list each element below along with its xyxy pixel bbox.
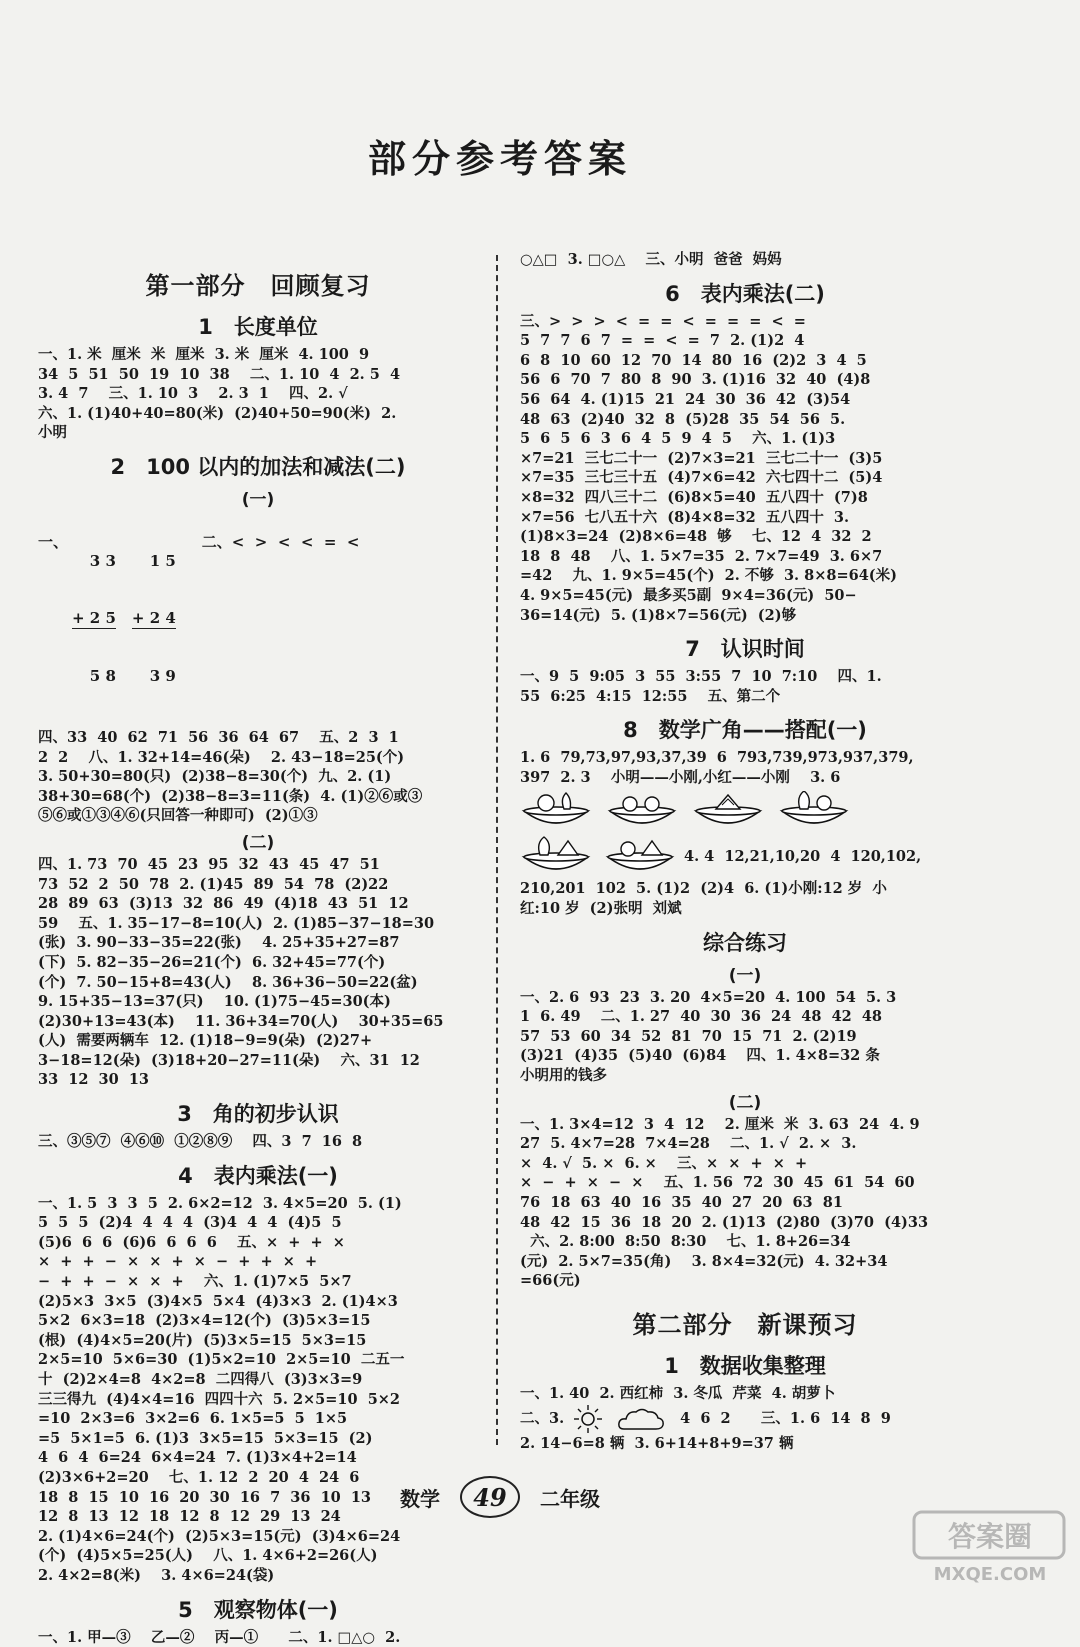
fruit-bowl-icon	[692, 791, 764, 833]
section-heading-review: 综合练习	[703, 930, 787, 955]
answer-line: (个) 7. 50−15+8=43(人) 8. 36+36−50=22(盆)	[38, 973, 418, 991]
answer-line: 三、③⑤⑦ ④⑥⑩ ①②⑧⑨ 四、3 7 16 8	[38, 1133, 363, 1151]
section-3-body	[38, 1132, 478, 1152]
fruit-bowl-icon	[606, 791, 678, 833]
section-heading-4: 4 表内乘法(一)	[178, 1163, 338, 1188]
answer-line: 六、1. (1)40+40=80(米) (2)40+50=90(米) 2.	[38, 404, 397, 422]
answer-line: 56 6 70 7 80 8 90 3. (1)16 32 40 (4)8	[520, 371, 871, 389]
answer-line: 27 5. 4×7=28 7×4=28 二、1. √ 2. × 3.	[520, 1135, 857, 1153]
section-4-body	[38, 1194, 478, 1586]
fruit-bowl-icon	[520, 833, 592, 879]
answer-line: (2)5×3 3×5 (3)4×5 5×4 (4)3×3 2. (1)4×3	[38, 1292, 398, 1310]
part2-heading: 第二部分 新课预习	[632, 1310, 858, 1339]
footer-subject: 数学	[400, 1486, 440, 1511]
answer-line: (人) 需要两辆车 12. (1)18−9=9(朵) (2)27+	[38, 1032, 373, 1050]
section-2b-body	[38, 855, 478, 1090]
answer-line: 红:10 岁 (2)张明 刘斌	[520, 900, 682, 918]
answer-line: 六、2. 8:00 8:50 8:30 七、1. 8+26=34	[520, 1233, 851, 1251]
answer-line: 6 8 10 60 12 70 14 80 16 (2)2 3 4 5	[520, 351, 867, 369]
column-divider	[496, 255, 498, 1445]
answer-line: 38+30=68(个) (2)38−8=3=11(条) 4. (1)②⑥或③	[38, 787, 423, 805]
answer-line: 48 42 15 36 18 20 2. (1)13 (2)80 (3)70 (4)33	[520, 1213, 929, 1231]
answer-line: =42 九、1. 9×5=45(个) 2. 不够 3. 8×8=64(米)	[520, 567, 898, 585]
answer-line: 小明	[38, 424, 67, 442]
answer-line: 59 五、1. 35−17−8=10(人) 2. (1)85−37−18=30	[38, 914, 435, 932]
section-heading-p2-1: 1 数据收集整理	[664, 1353, 826, 1378]
left-column	[38, 260, 478, 1647]
answer-line: 4. 9×5=45(元) 最多买5副 9×4=36(元) 50−	[520, 586, 857, 604]
cloud-icon	[616, 1405, 666, 1433]
answer-line: 5×2 6×3=18 (2)3×4=12(个) (3)5×3=15	[38, 1312, 371, 1330]
subsection-heading: (二)	[241, 832, 275, 853]
answer-line: 4 6 4 6=24 6×4=24 7. (1)3×4+2=14	[38, 1449, 357, 1467]
answer-line: 四、33 40 62 71 56 36 64 67 五、2 3 1	[38, 728, 399, 746]
answer-line: × 4. √ 5. × 6. × 三、× × + × +	[520, 1154, 808, 1172]
answer-line: 34 5 51 50 19 10 38 二、1. 10 4 2. 5 4	[38, 365, 401, 383]
review-1-body	[520, 988, 970, 1086]
answer-line: 18 8 15 10 16 20 30 16 7 36 10 13	[38, 1488, 372, 1506]
answer-line: 1 6. 49 二、1. 27 40 30 36 24 48 42 48	[520, 1008, 883, 1026]
vertical-tail: 二、< > < < = <	[201, 532, 360, 551]
answer-line: (元) 2. 5×7=35(角) 3. 8×4=32(元) 4. 32+34	[520, 1252, 888, 1270]
weather-tail: 4 6 2 三、1. 6 14 8 9	[680, 1409, 891, 1427]
review-2-body	[520, 1115, 970, 1291]
answer-line: 一、1. 5 3 3 5 2. 6×2=12 3. 4×5=20 5. (1)	[38, 1194, 402, 1212]
answer-line: =66(元)	[520, 1272, 581, 1290]
fruit-bowls-pair	[520, 833, 676, 879]
answer-line: (5)6 6 6 (6)6 6 6 6 五、× + + ×	[38, 1233, 345, 1251]
answer-line: − + + − × × + 六、1. (1)7×5 5×7	[38, 1273, 352, 1291]
answer-line: 一、1. 40 2. 西红柿 3. 冬瓜 芹菜 4. 胡萝卜	[520, 1384, 836, 1402]
answer-line: ○△□ 3. □○△ 三、小明 爸爸 妈妈	[520, 251, 782, 268]
subsection-heading: (一)	[728, 965, 762, 986]
answer-line: 十 (2)2×4=8 4×2=8 二四得八 (3)3×3=9	[38, 1371, 363, 1388]
fruit-bowl-icon	[778, 791, 850, 833]
answer-line: (1)8×3=24 (2)8×6=48 够 七、12 4 32 2	[520, 528, 872, 546]
vcalc-mid: + 2 5	[72, 608, 116, 627]
vcalc-top: 1 5	[149, 551, 176, 570]
answer-line: 2. (1)4×6=24(个) (2)5×3=15(元) (3)4×6=24	[38, 1527, 401, 1545]
answer-line: 四、1. 73 70 45 23 95 32 43 45 47 51	[38, 855, 380, 873]
answer-line: (2)3×6+2=20 七、1. 12 2 20 4 24 6	[38, 1468, 360, 1486]
vcalc-mid: + 2 4	[131, 608, 176, 627]
answer-line: (2)30+13=43(本) 11. 36+34=70(人) 30+35=65	[38, 1012, 444, 1030]
vcalc-top: 3 3	[89, 551, 116, 570]
answer-line: 小明用的钱多	[520, 1067, 607, 1085]
answer-line: ×7=21 三七二十一 (2)7×3=21 三七二十一 (3)5	[520, 449, 883, 467]
answer-line: (张) 3. 90−33−35=22(张) 4. 25+35+27=87	[38, 934, 400, 952]
answer-line: 2. 4×2=8(米) 3. 4×6=24(袋)	[38, 1566, 275, 1584]
answer-line: × + + − × × + × − + + × +	[38, 1253, 318, 1271]
answer-line: 5 5 5 (2)4 4 4 4 (3)4 4 4 (4)5 5	[38, 1214, 342, 1232]
svg-text:答案圈: 答案圈	[947, 1520, 1033, 1553]
answer-line: (3)21 (4)35 (5)40 (6)84 四、1. 4×8=32 条	[520, 1047, 880, 1065]
answer-line: 9. 15+35−13=37(只) 10. (1)75−45=30(本)	[38, 993, 391, 1011]
page-footer	[0, 1476, 1000, 1518]
page-number: 49	[460, 1476, 520, 1518]
section-heading-3: 3 角的初步认识	[177, 1102, 339, 1127]
section-heading-2: 2 100 以内的加法和减法(二)	[110, 454, 406, 479]
answer-line: 5 6 5 6 3 6 4 5 9 4 5 六、1. (1)3	[520, 430, 836, 448]
answer-line: 33 12 30 13	[38, 1071, 150, 1089]
answer-line: ⑤⑥或①③④⑥(只回答一种即可) (2)①③	[38, 807, 318, 825]
section-heading-7: 7 认识时间	[685, 637, 805, 662]
answer-line: (个) (4)5×5=25(人) 八、1. 4×6+2=26(人)	[38, 1547, 378, 1565]
part1-heading: 第一部分 回顾复习	[145, 272, 371, 300]
answer-line: 12 8 13 12 18 12 8 12 29 13 24	[38, 1508, 341, 1526]
vcalc-bottom: 5 8	[89, 666, 116, 685]
fruit-bowls-row-2	[520, 833, 970, 879]
right-column	[520, 250, 970, 1453]
answer-line: 55 6:25 4:15 12:55 五、第二个	[520, 687, 781, 705]
answer-line: ×7=56 七八五十六 (8)4×8=32 五八四十 3.	[520, 508, 850, 526]
page-title: 部分参考答案	[367, 137, 632, 181]
answer-line: 2×5=10 5×6=30 (1)5×2=10 2×5=10 二五一	[38, 1351, 405, 1369]
answer-line: 48 63 (2)40 32 8 (5)28 35 54 56 5.	[520, 410, 846, 428]
answer-line: 三三得九 (4)4×4=16 四四十六 5. 2×5=10 5×2	[38, 1390, 401, 1408]
answer-line: 三、> > > < = = < = = = < =	[520, 312, 806, 330]
fruit-bowls-row	[520, 791, 970, 833]
watermark-logo-icon	[910, 1508, 1070, 1588]
answer-line: 4. 4 12,21,10,20 4 120,102,	[684, 847, 922, 865]
answer-line: (下) 5. 82−35−26=21(个) 6. 32+45=77(个)	[38, 953, 386, 971]
section-7-body	[520, 667, 970, 706]
answer-line: 56 64 4. (1)15 21 24 30 36 42 (3)54	[520, 390, 851, 408]
answer-line: 一、1. 甲—③ 乙—② 丙—① 二、1. □△○ 2.	[38, 1628, 401, 1646]
watermark-text: MXQE.COM	[933, 1564, 1047, 1585]
answer-line: × − + × − × 五、1. 56 72 30 45 61 54 60	[520, 1174, 915, 1192]
section-heading-8: 8 数学广角——搭配(一)	[623, 718, 867, 743]
answer-line: ×8=32 四八三十二 (6)8×5=40 五八四十 (7)8	[520, 488, 868, 506]
vertical-calc-2	[132, 514, 176, 724]
answer-line: 18 8 48 八、1. 5×7=35 2. 7×7=49 3. 6×7	[520, 547, 883, 565]
p2-section-1-body	[520, 1384, 970, 1453]
answer-line: 一、1. 米 厘米 米 厘米 3. 米 厘米 4. 100 9	[38, 346, 370, 363]
section-5-body	[38, 1628, 478, 1647]
answer-line: 2 2 八、1. 32+14=46(朵) 2. 43−18=25(个)	[38, 748, 405, 766]
weather-prefix: 二、3.	[520, 1409, 565, 1427]
answer-line: 3. 4 7 三、1. 10 3 2. 3 1 四、2. √	[38, 385, 348, 403]
fruit-bowl-icon	[520, 791, 592, 833]
section-8-body	[520, 748, 970, 918]
answer-line: 57 53 60 34 52 81 70 15 71 2. (2)19	[520, 1027, 857, 1045]
subsection-heading: (二)	[728, 1092, 762, 1113]
fruit-bowl-icon	[604, 833, 676, 879]
answer-line: 5 7 7 6 7 = = < = 7 2. (1)2 4	[520, 332, 805, 350]
vertical-prefix: 一、	[38, 532, 69, 551]
sun-icon	[570, 1404, 606, 1434]
answer-line: 1. 6 79,73,97,93,37,39 6 793,739,973,937,379,	[520, 749, 914, 767]
vcalc-bottom: 3 9	[149, 666, 176, 685]
answer-line: 3−18=12(朵) (3)18+20−27=11(朵) 六、31 12	[38, 1051, 420, 1069]
answer-line: 3. 50+30=80(只) (2)38−8=30(个) 九、2. (1)	[38, 768, 392, 786]
answer-line: =5 5×1=5 6. (1)3 3×5=15 5×3=15 (2)	[38, 1429, 373, 1447]
footer-grade: 二年级	[540, 1486, 600, 1511]
section-6-body	[520, 312, 970, 626]
vertical-calculation-row	[38, 514, 478, 724]
answer-line: (根) (4)4×5=20(片) (5)3×5=15 5×3=15	[38, 1331, 367, 1349]
answer-line: 2. 14−6=8 辆 3. 6+14+8+9=37 辆	[520, 1434, 794, 1452]
section-heading-6: 6 表内乘法(二)	[665, 281, 825, 306]
subsection-heading: (一)	[241, 489, 275, 510]
vertical-calc-1	[72, 514, 116, 724]
section-1-body	[38, 345, 478, 443]
answer-line: 一、9 5 9:05 3 55 3:55 7 10 7:10 四、1.	[520, 668, 882, 686]
answer-line: 36=14(元) 5. (1)8×7=56(元) (2)够	[520, 606, 797, 624]
answer-line: 397 2. 3 小明——小刚,小红——小刚 3. 6	[520, 768, 841, 786]
section-heading-5: 5 观察物体(一)	[178, 1597, 338, 1622]
section-heading-1: 1 长度单位	[198, 315, 318, 339]
answer-line: 一、1. 3×4=12 3 4 12 2. 厘米 米 3. 63 24 4. 9	[520, 1115, 920, 1133]
answer-line: 28 89 63 (3)13 32 86 49 (4)18 43 51 12	[38, 895, 409, 913]
answer-line: ×7=35 三七三十五 (4)7×6=42 六七四十二 (5)4	[520, 469, 883, 487]
answer-line: =10 2×3=6 3×2=6 6. 1×5=5 5 1×5	[38, 1410, 348, 1428]
answer-line: 73 52 2 50 78 2. (1)45 89 54 78 (2)22	[38, 875, 389, 893]
answer-line: 76 18 63 40 16 35 40 27 20 63 81	[520, 1194, 843, 1211]
section-2a-body	[38, 728, 478, 826]
answer-line: 一、2. 6 93 23 3. 20 4×5=20 4. 100 54 5. 3	[520, 988, 897, 1006]
answer-line: 210,201 102 5. (1)2 (2)4 6. (1)小刚:12 岁 小	[520, 880, 887, 898]
weather-row	[520, 1404, 970, 1434]
